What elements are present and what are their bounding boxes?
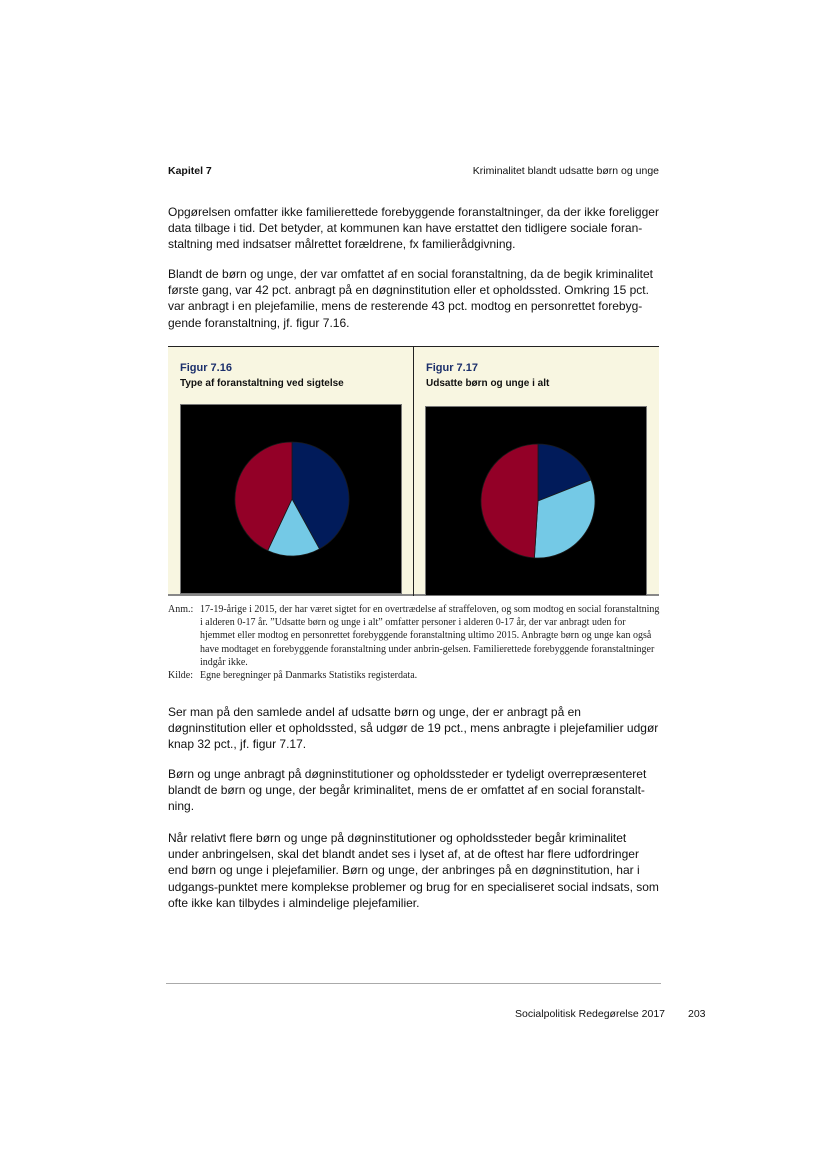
running-header-title: Kriminalitet blandt udsatte børn og unge (472, 165, 659, 177)
pie-slice (481, 444, 538, 558)
pie-chart-7-16 (181, 405, 401, 593)
figure-7-17-chart (425, 406, 647, 596)
pie-chart-7-17 (426, 407, 646, 595)
figure-7-17-title: Udsatte børn og unge i alt (426, 378, 550, 389)
note-kilde-text: Egne beregninger på Danmarks Statistiks registerdata. (200, 670, 418, 682)
paragraph-5: Når relativt flere børn og unge på døgninstitutioner og opholdssteder begår kriminalitet under anbringelsen, skal det blandt andet ses i lyset af, at de oftest har flere udfordringer end børn og unge i plejefamilier. Børn og unge, der anbringes på en døgninstitution, har i udgangs-punktet mere komplekse problemer og brug for en specialiseret social indsats, som ofte ikke kan tilbydes i almindelige plejefamilier. (168, 831, 659, 910)
page-number: 203 (688, 1008, 706, 1020)
figure-7-16-chart (180, 404, 402, 594)
figure-divider (413, 346, 414, 596)
footer-publication: Socialpolitisk Redegørelse 2017 (515, 1008, 665, 1020)
note-anm-text: 17-19-årige i 2015, der har været sigtet for en overtrædelse af straffeloven, og som modtog en social foranstaltning i alderen 0-17 år. ”Udsatte børn og unge i alt” omfatter personer i alderen 0-17 år, der var anbragt uden for hjemmet eller modtog en personrettet forebyggende foranstaltning ultimo 2015. Anbragte børn og unge kan også have modtaget en forebyggende foranstaltning under anbrin-gelsen. Familierettede forebyggende foranstaltninger indgår ikke. (200, 604, 660, 668)
paragraph-3: Ser man på den samlede andel af udsatte børn og unge, der er anbragt på en døgninstitution eller et opholdssted, så udgør de 19 pct., mens anbragte i plejefamilier udgør knap 32 pct., jf. figur 7.17. (168, 705, 659, 752)
chapter-label: Kapitel 7 (168, 165, 212, 177)
note-anm-label: Anm.: (168, 604, 194, 615)
note-kilde-label: Kilde: (168, 670, 193, 682)
paragraph-4: Børn og unge anbragt på døgninstitutioner og opholdssteder er tydeligt overrepræsenteret blandt de børn og unge, der begår kriminalitet, mens de er omfattet af en social foranstalt-ning. (168, 767, 647, 814)
paragraph-1: Opgørelsen omfatter ikke familierettede forebyggende foranstaltninger, da der ikke foreligger data tilbage i tid. Det betyder, at kommunen kan have erstattet den tidligere sociale foran-staltning med indsatser målrettet forældrene, fx familierådgivning. (168, 205, 659, 252)
figure-7-17-number: Figur 7.17 (426, 362, 478, 374)
paragraph-2: Blandt de børn og unge, der var omfattet af en social foranstaltning, da de begik kriminalitet første gang, var 42 pct. anbragt på en døgninstitution eller et opholdssted. Omkring 15 pct. var anbragt i en plejefamilie, mens de resterende 43 pct. modtog en personrettet forebyg-gende foranstaltning, jf. figur 7.16. (168, 267, 653, 330)
figure-7-16-number: Figur 7.16 (180, 362, 232, 374)
footer-rule (166, 983, 661, 984)
figure-notes (168, 603, 660, 682)
figure-7-16-title: Type af foranstaltning ved sigtelse (180, 378, 344, 389)
